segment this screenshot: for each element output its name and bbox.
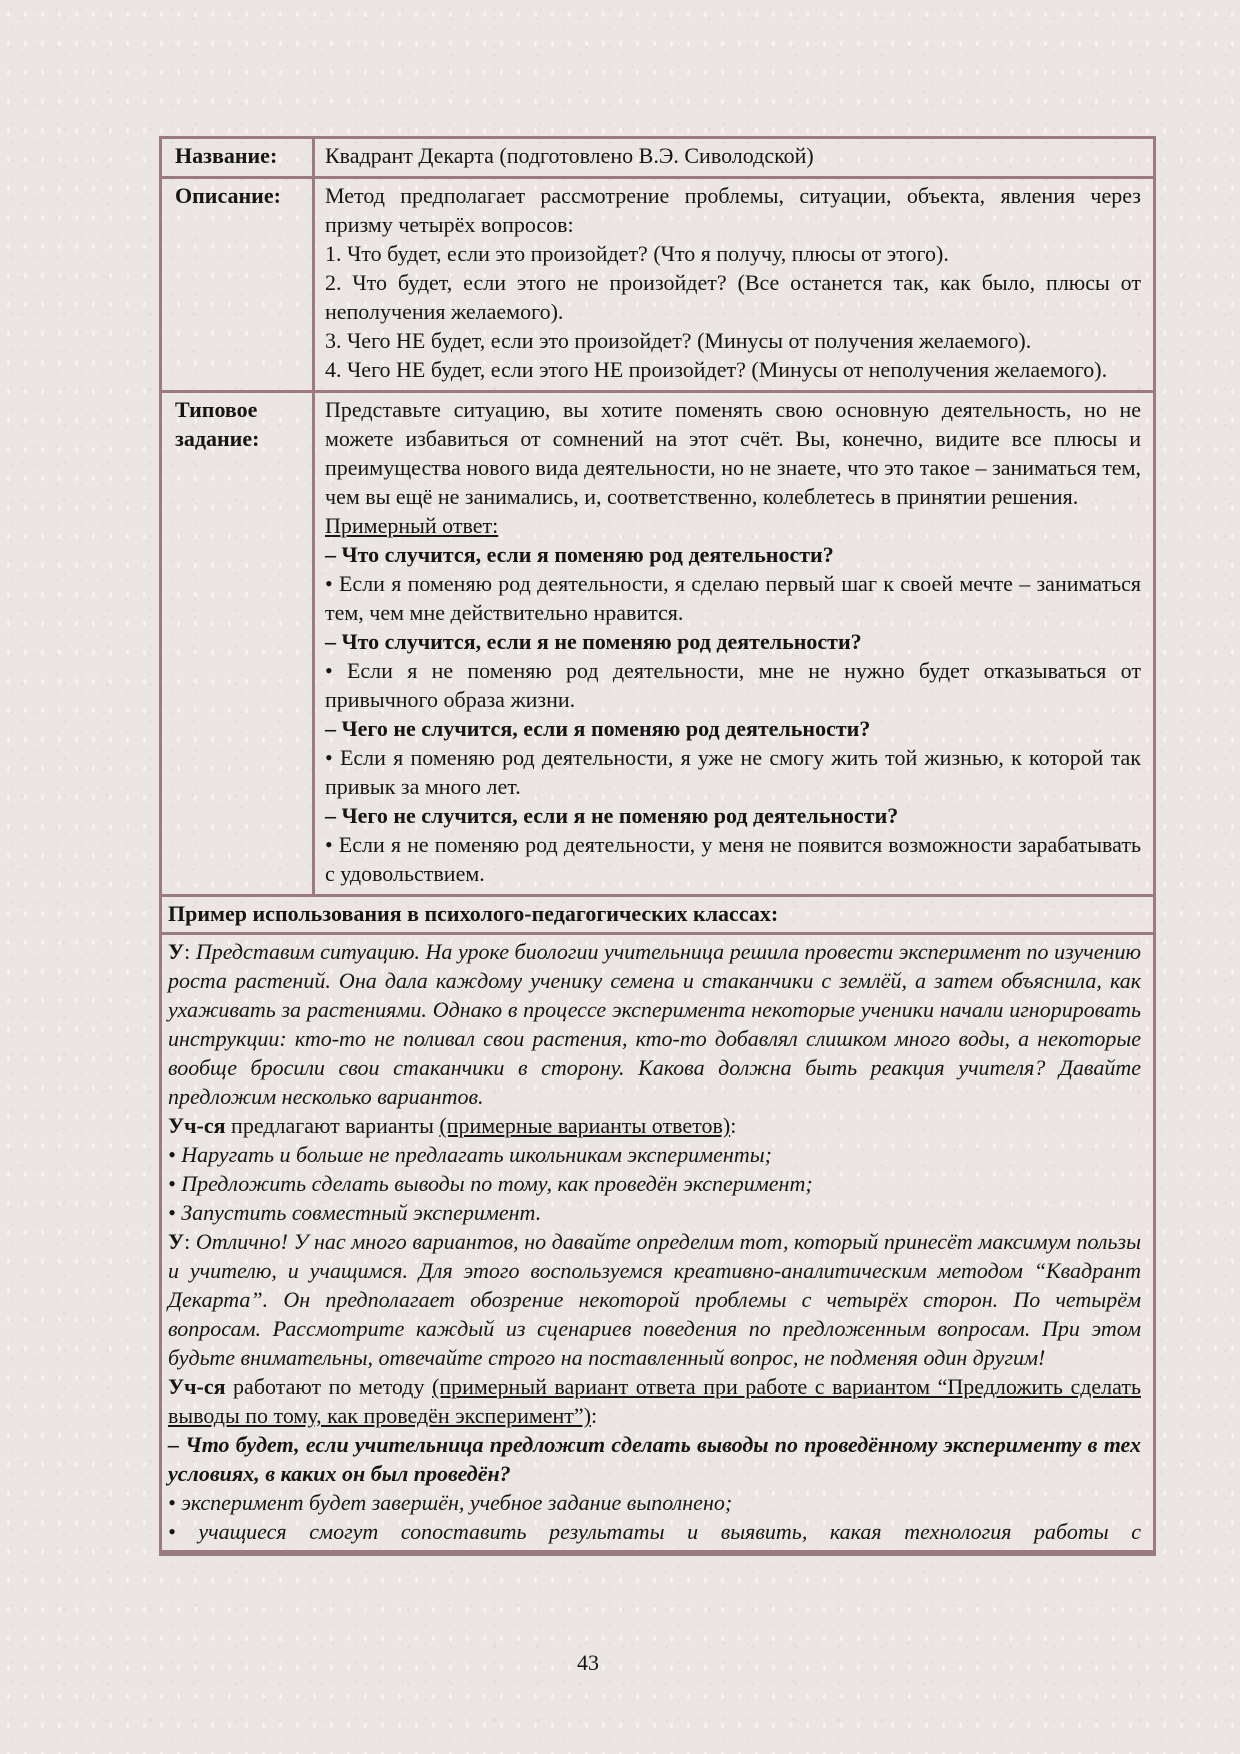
method-answer-2: • учащиеся смогут сопоставить результаты и выявить, какая технология работы с <box>168 1519 1141 1544</box>
speaker-students: Уч-ся <box>168 1374 226 1399</box>
task-question-1: – Что случится, если я поменяю род деятельности? <box>325 542 834 567</box>
variant-item-2: • Предложить сделать выводы по тому, как проведён эксперимент; <box>168 1171 813 1196</box>
speaker-teacher: У <box>168 1229 185 1254</box>
students-line-1-underlined: (примерные варианты ответов) <box>439 1113 731 1138</box>
method-answer-1: • эксперимент будет завершён, учебное задание выполнено; <box>168 1490 733 1515</box>
teacher-speech-2: Отлично! У нас много вариантов, но давайте определим тот, который принесёт максимум пользы и учителю, и учащимся. Для этого воспользуемся креативно-аналитическим методом “Квадрант Декарта”. Он предполагает обозрение некоторой проблемы с четырёх сторон. По четырём вопросам. Рассмотрите каждый из сценариев поведения по предложенным вопросам. При этом будьте внимательны, отвечайте строго на поставленный вопрос, не подменяя один другим! <box>168 1229 1141 1370</box>
task-answer-1: • Если я поменяю род деятельности, я сделаю первый шаг к своей мечте – заниматься тем, чем мне действительно нравится. <box>325 571 1141 625</box>
students-line-2-tail: : <box>591 1403 598 1428</box>
speaker-separator: : <box>184 939 196 964</box>
variant-item-1: • Наругать и больше не предлагать школьникам эксперименты; <box>168 1142 772 1167</box>
speaker-students: Уч-ся <box>168 1113 226 1138</box>
row-label-name: Название: <box>162 139 315 176</box>
speaker-separator: : <box>184 1229 196 1254</box>
students-line-1 <box>168 1111 1141 1140</box>
students-line-1-text: предлагают варианты <box>225 1113 440 1138</box>
table-row-name <box>162 139 1153 176</box>
description-item-4: 4. Чего НЕ будет, если этого НЕ произойдет? (Минусы от неполучения желаемого). <box>325 357 1108 382</box>
table-row-task <box>162 390 1153 894</box>
task-answer-3: • Если я поменяю род деятельности, я уже не смогу жить той жизнью, к которой так привык за много лет. <box>325 745 1141 799</box>
teacher-paragraph-1 <box>168 937 1141 1111</box>
task-answer-2: • Если я не поменяю род деятельности, мне не нужно будет отказываться от привычного образа жизни. <box>325 658 1141 712</box>
example-section-body <box>162 932 1153 1550</box>
method-table <box>159 136 1156 1556</box>
task-intro: Представьте ситуацию, вы хотите поменять свою основную деятельность, но не можете избавиться от сомнений на этот счёт. Вы, конечно, видите все плюсы и преимущества нового вида деятельности, но не знаете, что это такое – заниматься тем, чем вы ещё не занимались, и, соответственно, колеблетесь в принятии решения. <box>325 397 1141 509</box>
teacher-speech-1: Представим ситуацию. На уроке биологии учительница решила провести эксперимент по изучению роста растений. Она дала каждому ученику семена и стаканчики с землёй, а затем объяснила, как ухаживать за растениями. Однако в процессе эксперимента некоторые ученики начали игнорировать инструкции: кто-то не поливал свои растения, кто-то добавлял слишком много воды, а некоторые вообще бросили свои стаканчики в сторону. Какова должна быть реакция учителя? Давайте предложим несколько вариантов. <box>168 939 1141 1109</box>
description-item-2: 2. Что будет, если этого не произойдет? (Все останется так, как было, плюсы от неполучения желаемого). <box>325 270 1141 324</box>
table-row-description <box>162 176 1153 390</box>
students-line-2-underlined: (примерный вариант ответа при работе с вариантом “Предложить сделать выводы по тому, как проведён эксперимент”) <box>168 1374 1141 1428</box>
teacher-paragraph-2 <box>168 1227 1141 1372</box>
row-value-name: Квадрант Декарта (подготовлено В.Э. Сиволодской) <box>325 143 814 168</box>
row-label-description: Описание: <box>162 179 315 390</box>
task-question-3: – Чего не случится, если я поменяю род деятельности? <box>325 716 871 741</box>
task-question-2: – Что случится, если я не поменяю род деятельности? <box>325 629 862 654</box>
example-section-header: Пример использования в психолого-педагогических классах: <box>162 894 1153 932</box>
students-line-2 <box>168 1372 1141 1430</box>
variant-item-3: • Запустить совместный эксперимент. <box>168 1200 542 1225</box>
method-bold-question: – Что будет, если учительница предложит сделать выводы по проведённому эксперименту в тех условиях, в каких он был проведён? <box>168 1432 1141 1486</box>
description-intro: Метод предполагает рассмотрение проблемы, ситуации, объекта, явления через призму четырёх вопросов: <box>325 183 1141 237</box>
row-label-task: Типовое задание: <box>162 393 315 894</box>
students-line-1-tail: : <box>730 1113 737 1138</box>
task-question-4: – Чего не случится, если я не поменяю род деятельности? <box>325 803 899 828</box>
page-number: 43 <box>577 1650 599 1675</box>
description-item-3: 3. Чего НЕ будет, если это произойдет? (Минусы от получения желаемого). <box>325 328 1032 353</box>
speaker-teacher: У <box>168 939 185 964</box>
task-answer-heading-text: Примерный ответ: <box>325 513 499 538</box>
task-answer-heading <box>325 511 1141 540</box>
task-answer-4: • Если я не поменяю род деятельности, у меня не появится возможности зарабатывать с удовольствием. <box>325 832 1141 886</box>
description-item-1: 1. Что будет, если это произойдет? (Что я получу, плюсы от этого). <box>325 241 949 266</box>
row-value-task <box>315 393 1153 894</box>
row-value-description <box>315 179 1153 390</box>
students-line-2-text: работают по методу <box>225 1374 432 1399</box>
